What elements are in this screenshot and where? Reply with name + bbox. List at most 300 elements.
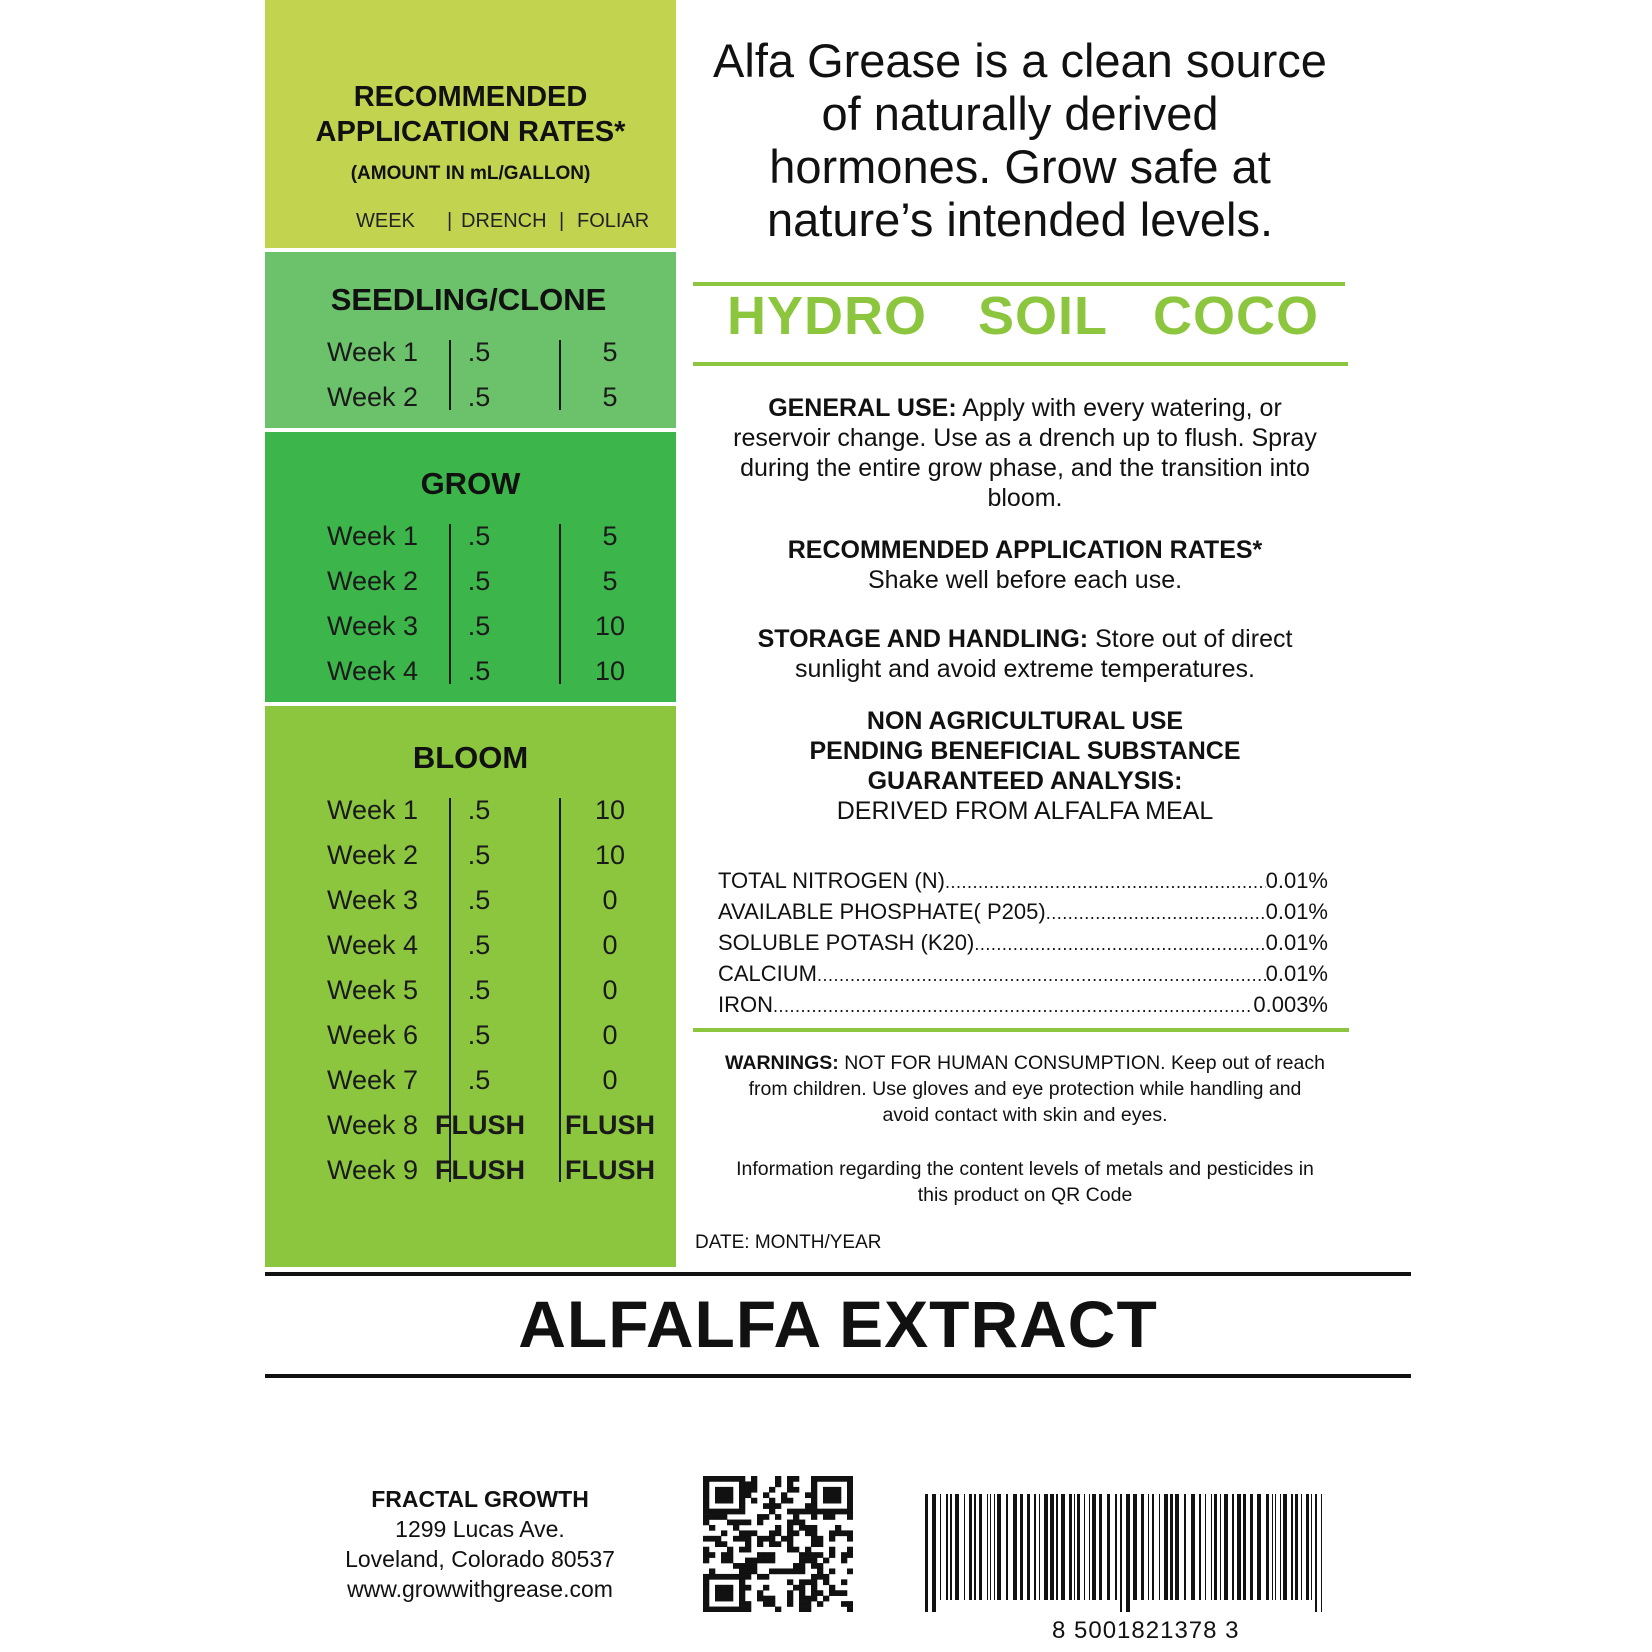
drench-value: .5 — [467, 885, 491, 915]
qr-module — [829, 1514, 835, 1520]
qr-module — [805, 1509, 811, 1515]
week-label: Week 7 — [327, 1065, 419, 1095]
qr-module — [763, 1552, 769, 1558]
qr-module — [847, 1476, 853, 1482]
barcode-bar — [1291, 1494, 1293, 1600]
qr-module — [727, 1487, 733, 1493]
qr-module — [727, 1492, 733, 1498]
col-drench-header: DRENCH — [461, 210, 547, 232]
qr-module — [775, 1503, 781, 1509]
barcode-bar — [1280, 1494, 1281, 1600]
qr-module — [811, 1585, 817, 1591]
qr-module — [799, 1563, 805, 1569]
qr-module — [811, 1509, 817, 1515]
qr-module — [805, 1607, 811, 1612]
qr-module — [727, 1547, 733, 1553]
warnings: WARNINGS: NOT FOR HUMAN CONSUMPTION. Keep out of reach from children. Use gloves and eye protection while handling and avoid contact with skin and eyes. — [725, 1052, 1325, 1126]
qr-module — [811, 1590, 817, 1596]
qr-module — [787, 1541, 793, 1547]
qr-module — [799, 1607, 805, 1612]
qr-module — [703, 1601, 709, 1607]
foliar-value: 0 — [602, 1065, 618, 1095]
qr-module — [709, 1509, 715, 1515]
qr-module — [841, 1601, 847, 1607]
drench-value: .5 — [467, 566, 491, 596]
bloom-panel — [265, 706, 676, 1267]
qr-module — [751, 1481, 757, 1487]
qr-module — [703, 1536, 709, 1542]
qr-module — [775, 1476, 781, 1482]
week-label: Week 1 — [327, 521, 419, 551]
qr-module — [721, 1476, 727, 1482]
barcode-bar — [1224, 1494, 1228, 1600]
company-name: FRACTAL GROWTH — [371, 1486, 589, 1512]
qr-module — [787, 1487, 793, 1493]
foliar-value: 5 — [602, 337, 618, 367]
qr-module — [775, 1530, 781, 1536]
qr-module — [739, 1579, 745, 1585]
week-label: Week 8 — [327, 1110, 419, 1140]
barcode-bar — [1099, 1494, 1102, 1600]
qr-module — [763, 1503, 769, 1509]
qr-module — [745, 1558, 751, 1564]
barcode-bar — [1084, 1494, 1085, 1600]
qr-module — [811, 1536, 817, 1542]
qr-module — [709, 1476, 715, 1482]
qr-module — [799, 1525, 805, 1531]
qr-module — [811, 1558, 817, 1564]
qr-module — [739, 1563, 745, 1569]
divider — [693, 1028, 1349, 1032]
week-label: Week 4 — [327, 930, 419, 960]
week-label: Week 6 — [327, 1020, 419, 1050]
foliar-value: FLUSH — [565, 1155, 655, 1185]
qr-module — [835, 1525, 841, 1531]
company-website[interactable]: www.growwithgrease.com — [347, 1576, 613, 1602]
barcode-bar — [1311, 1494, 1312, 1600]
qr-module — [721, 1574, 727, 1580]
rate-row — [265, 1013, 676, 1058]
qr-code[interactable] — [703, 1476, 853, 1612]
qr-module — [721, 1487, 727, 1493]
qr-module — [841, 1509, 847, 1515]
qr-module — [847, 1547, 853, 1553]
qr-module — [835, 1590, 841, 1596]
qr-module — [799, 1590, 805, 1596]
barcode-bar — [950, 1494, 952, 1600]
qr-module — [823, 1596, 829, 1602]
foliar-value: 10 — [594, 795, 626, 825]
barcode-bar — [987, 1494, 988, 1600]
qr-module — [817, 1541, 823, 1547]
qr-module — [799, 1596, 805, 1602]
qr-module — [715, 1590, 721, 1596]
qr-module — [751, 1563, 757, 1569]
qr-module — [835, 1509, 841, 1515]
week-label: Week 2 — [327, 566, 419, 596]
qr-module — [769, 1558, 775, 1564]
qr-module — [805, 1525, 811, 1531]
barcode-bar — [1257, 1494, 1261, 1600]
bloom-title: BLOOM — [412, 740, 529, 775]
qr-module — [793, 1547, 799, 1553]
qr-module — [739, 1476, 745, 1482]
qr-module — [799, 1579, 805, 1585]
qr-module — [769, 1509, 775, 1515]
qr-module — [703, 1558, 709, 1564]
barcode-bar — [1141, 1494, 1144, 1600]
rates-header-panel — [265, 0, 676, 248]
qr-module — [793, 1520, 799, 1526]
drench-value: FLUSH — [435, 1110, 525, 1140]
qr-module — [715, 1476, 721, 1482]
qr-module — [805, 1558, 811, 1564]
qr-module — [739, 1487, 745, 1493]
qr-module — [757, 1536, 763, 1542]
qr-module — [739, 1568, 745, 1574]
col-foliar-header: FOLIAR — [577, 210, 650, 232]
qr-module — [703, 1547, 709, 1553]
qr-module — [757, 1558, 763, 1564]
barcode-bar — [1184, 1494, 1186, 1600]
qr-module — [703, 1492, 709, 1498]
qr-module — [793, 1514, 799, 1520]
qr-module — [715, 1536, 721, 1542]
divider — [265, 1374, 1411, 1378]
barcode-bar — [1220, 1494, 1221, 1600]
qr-module — [823, 1492, 829, 1498]
qr-module — [817, 1601, 823, 1607]
qr-module — [703, 1481, 709, 1487]
qr-module — [721, 1552, 727, 1558]
qr-module — [733, 1574, 739, 1580]
general-use: GENERAL USE: Apply with every watering, or reservoir change. Use as a drench up to flush. Spray during the entire grow phase, and the transition into bloom. — [733, 394, 1317, 512]
rate-row — [265, 1148, 676, 1193]
qr-info: Information regarding the content levels of metals and pesticides in this product on QR Code — [736, 1158, 1314, 1206]
qr-module — [811, 1579, 817, 1585]
qr-module — [739, 1547, 745, 1553]
qr-module — [703, 1503, 709, 1509]
rate-row — [265, 1103, 676, 1148]
foliar-value: 0 — [602, 975, 618, 1005]
qr-module — [829, 1590, 835, 1596]
barcode-bar — [1191, 1494, 1195, 1600]
qr-module — [841, 1558, 847, 1564]
qr-module — [787, 1476, 793, 1482]
qr-module — [847, 1601, 853, 1607]
foliar-value: 0 — [602, 885, 618, 915]
qr-module — [739, 1585, 745, 1591]
rate-row — [265, 923, 676, 968]
qr-module — [709, 1568, 715, 1574]
qr-module — [805, 1547, 811, 1553]
qr-module — [739, 1590, 745, 1596]
qr-module — [841, 1590, 847, 1596]
qr-module — [715, 1607, 721, 1612]
qr-module — [727, 1558, 733, 1564]
qr-module — [805, 1596, 811, 1602]
qr-module — [847, 1568, 853, 1574]
barcode-bar — [1133, 1494, 1137, 1600]
qr-module — [817, 1552, 823, 1558]
barcode-bar — [964, 1494, 965, 1600]
qr-module — [727, 1498, 733, 1504]
qr-module — [829, 1547, 835, 1553]
qr-module — [793, 1530, 799, 1536]
qr-module — [739, 1509, 745, 1515]
barcode-bar — [1013, 1494, 1017, 1600]
qr-module — [847, 1530, 853, 1536]
barcode-bar — [1148, 1494, 1149, 1600]
qr-module — [829, 1568, 835, 1574]
qr-module — [763, 1536, 769, 1542]
qr-module — [847, 1514, 853, 1520]
qr-module — [817, 1563, 823, 1569]
week-label: Week 3 — [327, 885, 419, 915]
barcode-bar — [1044, 1494, 1048, 1600]
week-label: Week 2 — [327, 840, 419, 870]
drench-value: .5 — [467, 611, 491, 641]
foliar-value: 0 — [602, 930, 618, 960]
rates-title: RECOMMENDED APPLICATION RATES* — [315, 81, 626, 148]
barcode-bar — [1295, 1494, 1298, 1600]
qr-module — [823, 1487, 829, 1493]
qr-module — [781, 1536, 787, 1542]
product-name: ALFALFA EXTRACT — [518, 1287, 1158, 1361]
qr-module — [847, 1487, 853, 1493]
qr-module — [829, 1498, 835, 1504]
barcode-bar — [1092, 1494, 1096, 1600]
qr-module — [739, 1498, 745, 1504]
qr-module — [721, 1492, 727, 1498]
barcode-bar — [1243, 1494, 1246, 1600]
barcode-bar — [997, 1494, 1001, 1600]
barcode-bar — [1061, 1494, 1065, 1600]
company-city: Loveland, Colorado 80537 — [345, 1546, 615, 1572]
qr-module — [763, 1558, 769, 1564]
foliar-value: 5 — [602, 566, 618, 596]
qr-module — [739, 1601, 745, 1607]
qr-module — [787, 1520, 793, 1526]
qr-module — [733, 1525, 739, 1531]
qr-module — [841, 1552, 847, 1558]
qr-module — [739, 1596, 745, 1602]
qr-module — [763, 1596, 769, 1602]
qr-module — [793, 1487, 799, 1493]
qr-module — [775, 1568, 781, 1574]
qr-module — [829, 1552, 835, 1558]
qr-module — [823, 1476, 829, 1482]
qr-module — [751, 1487, 757, 1493]
qr-module — [745, 1601, 751, 1607]
qr-module — [811, 1596, 817, 1602]
barcode-bar — [940, 1494, 941, 1600]
foliar-value: 10 — [594, 840, 626, 870]
qr-module — [727, 1585, 733, 1591]
qr-module — [811, 1574, 817, 1580]
qr-module — [769, 1487, 775, 1493]
qr-module — [727, 1552, 733, 1558]
qr-module — [847, 1509, 853, 1515]
qr-module — [769, 1536, 775, 1542]
analysis-row: IRON ..... 0.003% — [718, 990, 1328, 1021]
qr-module — [709, 1574, 715, 1580]
qr-module — [721, 1607, 727, 1612]
barcode-bar — [974, 1494, 976, 1600]
qr-module — [811, 1563, 817, 1569]
qr-module — [847, 1552, 853, 1558]
qr-module — [841, 1579, 847, 1585]
drench-value: .5 — [467, 795, 491, 825]
grow-title: GROW — [420, 466, 521, 501]
qr-module — [703, 1476, 709, 1482]
qr-module — [829, 1476, 835, 1482]
qr-module — [739, 1536, 745, 1542]
qr-module — [733, 1520, 739, 1526]
qr-module — [793, 1585, 799, 1591]
media-soil: SOIL — [978, 286, 1109, 346]
barcode-bar — [1159, 1494, 1160, 1600]
barcode-bar — [1164, 1494, 1168, 1600]
barcode-bar — [990, 1494, 991, 1600]
qr-module — [817, 1590, 823, 1596]
qr-module — [835, 1476, 841, 1482]
barcode-bar — [1205, 1494, 1206, 1600]
qr-module — [757, 1552, 763, 1558]
rate-row — [265, 375, 676, 420]
barcode-bar — [1020, 1494, 1023, 1600]
qr-module — [751, 1568, 757, 1574]
storage-handling: STORAGE AND HANDLING: Store out of direct sunlight and avoid extreme temperatures. — [757, 625, 1293, 683]
qr-module — [835, 1487, 841, 1493]
rate-row — [265, 604, 676, 649]
qr-module — [811, 1530, 817, 1536]
qr-module — [823, 1574, 829, 1580]
barcode-bar — [955, 1494, 959, 1600]
qr-module — [847, 1536, 853, 1542]
qr-module — [757, 1596, 763, 1602]
qr-module — [769, 1503, 775, 1509]
company-address — [330, 1484, 630, 1604]
barcode-bar — [1027, 1494, 1030, 1600]
week-label: Week 2 — [327, 382, 419, 412]
barcode-bar — [1120, 1494, 1122, 1612]
barcode-bar — [1199, 1494, 1201, 1600]
qr-module — [835, 1498, 841, 1504]
qr-module — [829, 1530, 835, 1536]
media-coco: COCO — [1153, 286, 1319, 346]
qr-module — [829, 1585, 835, 1591]
foliar-value: 10 — [594, 656, 626, 686]
drench-value: .5 — [467, 840, 491, 870]
drench-value: .5 — [467, 337, 491, 367]
qr-module — [799, 1585, 805, 1591]
qr-module — [703, 1552, 709, 1558]
qr-module — [823, 1509, 829, 1515]
qr-module — [847, 1607, 853, 1612]
qr-module — [703, 1509, 709, 1515]
qr-module — [817, 1509, 823, 1515]
qr-module — [733, 1509, 739, 1515]
foliar-value: 5 — [602, 521, 618, 551]
qr-module — [739, 1530, 745, 1536]
barcode-bar — [1272, 1494, 1273, 1600]
qr-module — [715, 1487, 721, 1493]
rate-row — [265, 968, 676, 1013]
week-label: Week 4 — [327, 656, 419, 686]
qr-module — [775, 1514, 781, 1520]
qr-module — [817, 1476, 823, 1482]
barcode-bar — [1275, 1494, 1276, 1600]
col-week-header: WEEK — [356, 210, 415, 232]
qr-module — [805, 1579, 811, 1585]
drench-value: .5 — [467, 656, 491, 686]
analysis-header: NON AGRICULTURAL USE PENDING BENEFICIAL SUBSTANCE GUARANTEED ANALYSIS: DERIVED FROM ALFALFA MEAL — [809, 707, 1241, 825]
guaranteed-analysis-table — [718, 866, 1328, 1021]
rate-row — [265, 833, 676, 878]
qr-module — [745, 1492, 751, 1498]
qr-module — [829, 1509, 835, 1515]
barcode-bar — [1077, 1494, 1080, 1600]
barcode-bar — [1232, 1494, 1234, 1600]
foliar-value: 5 — [602, 382, 618, 412]
qr-module — [715, 1492, 721, 1498]
qr-module — [709, 1552, 715, 1558]
barcode-bar — [1266, 1494, 1269, 1600]
barcode-bar — [1250, 1494, 1253, 1600]
barcode-bar — [969, 1494, 972, 1600]
rate-row — [265, 1058, 676, 1103]
barcode-bar — [1107, 1494, 1110, 1600]
drench-value: .5 — [467, 521, 491, 551]
qr-module — [769, 1601, 775, 1607]
qr-module — [745, 1607, 751, 1612]
qr-module — [745, 1541, 751, 1547]
qr-module — [805, 1552, 811, 1558]
qr-module — [847, 1498, 853, 1504]
qr-module — [841, 1476, 847, 1482]
qr-module — [805, 1503, 811, 1509]
rate-row — [265, 878, 676, 923]
qr-module — [739, 1481, 745, 1487]
qr-module — [715, 1541, 721, 1547]
qr-module — [811, 1476, 817, 1482]
qr-module — [757, 1514, 763, 1520]
qr-module — [715, 1509, 721, 1515]
barcode-bar — [1211, 1494, 1212, 1600]
intro-text: Alfa Grease is a clean source of naturally derived hormones. Grow safe at nature’s intended levels. — [713, 34, 1327, 246]
qr-module — [787, 1568, 793, 1574]
qr-module — [763, 1514, 769, 1520]
qr-module — [709, 1514, 715, 1520]
qr-module — [715, 1585, 721, 1591]
qr-module — [727, 1574, 733, 1580]
date-field: DATE: MONTH/YEAR — [695, 1232, 882, 1253]
qr-module — [793, 1568, 799, 1574]
qr-module — [769, 1541, 775, 1547]
qr-module — [709, 1536, 715, 1542]
rate-row — [265, 514, 676, 559]
company-street: 1299 Lucas Ave. — [395, 1516, 565, 1542]
qr-module — [745, 1520, 751, 1526]
qr-module — [769, 1596, 775, 1602]
analysis-row: TOTAL NITROGEN (N) ..... 0.01% — [718, 866, 1328, 897]
qr-module — [715, 1498, 721, 1504]
qr-module — [763, 1601, 769, 1607]
qr-module — [721, 1585, 727, 1591]
qr-module — [805, 1530, 811, 1536]
drench-value: .5 — [467, 1065, 491, 1095]
